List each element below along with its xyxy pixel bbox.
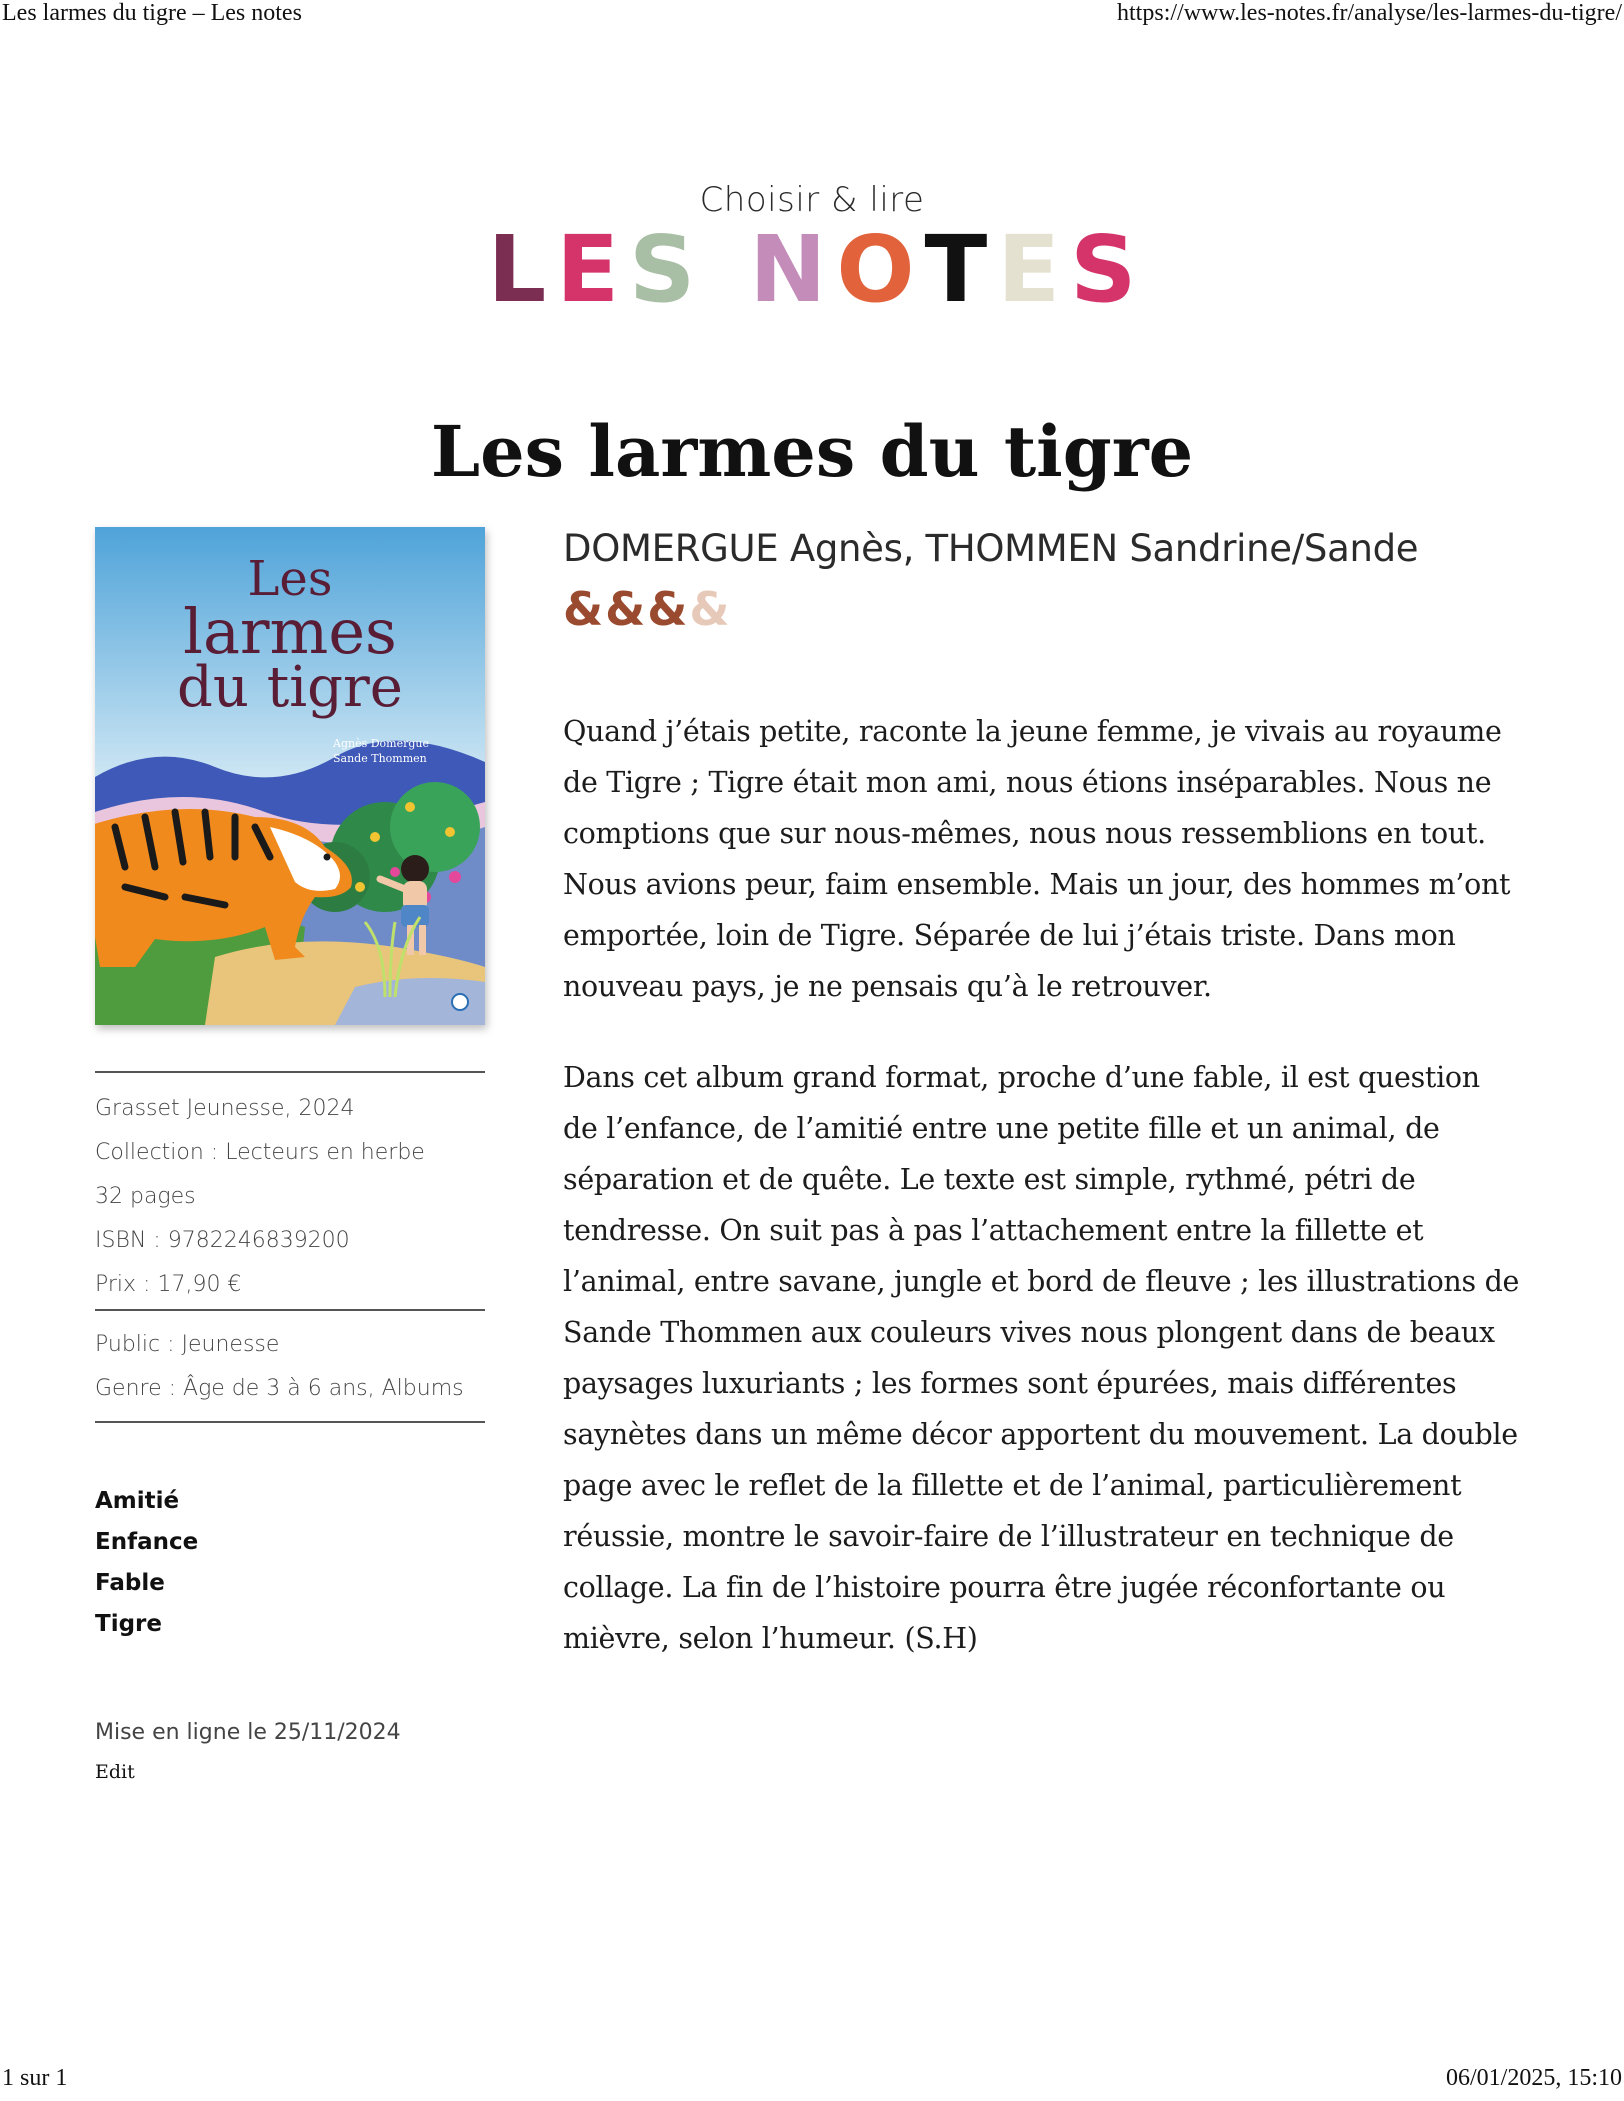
tag-link[interactable]: Tigre — [95, 1611, 162, 1637]
tag-list — [95, 1481, 485, 1645]
cover-author-line: Sande Thommen — [333, 751, 427, 765]
rating-symbol-filled: & — [563, 582, 604, 636]
cover-authors — [333, 737, 429, 767]
price: Prix : 17,90 € — [95, 1272, 242, 1297]
book-cover-image — [95, 527, 485, 1025]
review-content — [563, 527, 1523, 1664]
tag-link[interactable]: Fable — [95, 1570, 165, 1596]
posted-date: Mise en ligne le 25/11/2024 — [95, 1720, 401, 1745]
print-header — [0, 0, 1624, 30]
logo-letter: O — [836, 216, 915, 323]
logo-letter: N — [749, 216, 827, 323]
rating-symbol-filled: & — [647, 582, 688, 636]
page-title: Les larmes du tigre — [430, 410, 1194, 493]
review-paragraph: Quand j’étais petite, raconte la jeune femme, je vivais au royaume de Tigre ; Tigre était mon ami, nous étions inséparables. Nous ne comptions que sur nous-mêmes, nous nous ressemblions en tout. Nous avions peur, faim ensemble. Mais un jour, des hommes m’ont emportée, loin de Tigre. Séparée de lui j’étais triste. Dans mon nouveau pays, je ne pensais qu’à le retrouver. — [563, 715, 1511, 1003]
logo-letter: S — [1070, 216, 1137, 323]
logo-wordmark — [0, 216, 1624, 323]
cover-title-line: du tigre — [177, 655, 403, 721]
cover-author-line: Agnès Domergue — [333, 737, 429, 750]
publication-details — [95, 1073, 485, 1309]
tag-link[interactable]: Amitié — [95, 1488, 180, 1514]
publisher-logo-icon — [452, 994, 468, 1010]
logo-letter: S — [629, 216, 696, 323]
print-header-title: Les larmes du tigre – Les notes — [2, 0, 302, 26]
print-footer — [0, 2065, 1624, 2095]
cover-title-line: Les — [247, 551, 333, 607]
tag-link[interactable]: Enfance — [95, 1529, 199, 1555]
cover-title — [95, 551, 485, 721]
print-timestamp: 06/01/2025, 15:10 — [1445, 2065, 1622, 2091]
publisher: Grasset Jeunesse, 2024 — [95, 1096, 355, 1121]
collection: Collection : Lecteurs en herbe — [95, 1140, 425, 1165]
book-sidebar — [95, 527, 485, 1783]
site-logo[interactable] — [0, 180, 1624, 323]
logo-letter: E — [997, 216, 1061, 323]
public: Public : Jeunesse — [95, 1332, 280, 1357]
logo-letter: L — [487, 216, 547, 323]
review-paragraph: Dans cet album grand format, proche d’une fable, il est question de l’enfance, de l’amitié entre une petite fille et un animal, de séparation et de quête. Le texte est simple, rythmé, pétri de tendresse. On suit pas à pas l’attachement entre la fillette et l’animal, entre savane, jungle et bord de fleuve ; les illustrations de Sande Thommen aux couleurs vives nous plongent dans de beaux paysages luxuriants ; les formes sont épurées, mais différentes saynètes dans un même décor apportent du mouvement. La double page avec le reflet de la fillette et de l’animal, particulièrement réussie, montre le savoir-faire de l’illustrateur en technique de collage. La fin de l’histoire pourra être jugée réconfortante ou mièvre, selon l’humeur. (S.H) — [563, 1061, 1520, 1655]
page-number: 1 sur 1 — [2, 2065, 68, 2091]
book-authors: DOMERGUE Agnès, THOMMEN Sandrine/Sande — [563, 527, 1419, 570]
logo-letter: T — [924, 216, 988, 323]
isbn: ISBN : 9782246839200 — [95, 1228, 350, 1253]
logo-letter: E — [556, 216, 620, 323]
logo-tagline: Choisir & lire — [699, 180, 925, 220]
genre: Genre : Âge de 3 à 6 ans, Albums — [95, 1376, 464, 1401]
rating-symbol-empty: & — [689, 582, 730, 636]
rating — [563, 582, 1523, 636]
audience-details — [95, 1311, 485, 1421]
rating-symbol-filled: & — [605, 582, 646, 636]
print-header-url: https://www.les-notes.fr/analyse/les-larmes-du-tigre/ — [1117, 0, 1622, 26]
cover-title-line: larmes — [183, 594, 397, 668]
divider — [95, 1421, 485, 1423]
page-count: 32 pages — [95, 1184, 196, 1209]
edit-link[interactable]: Edit — [95, 1761, 135, 1783]
